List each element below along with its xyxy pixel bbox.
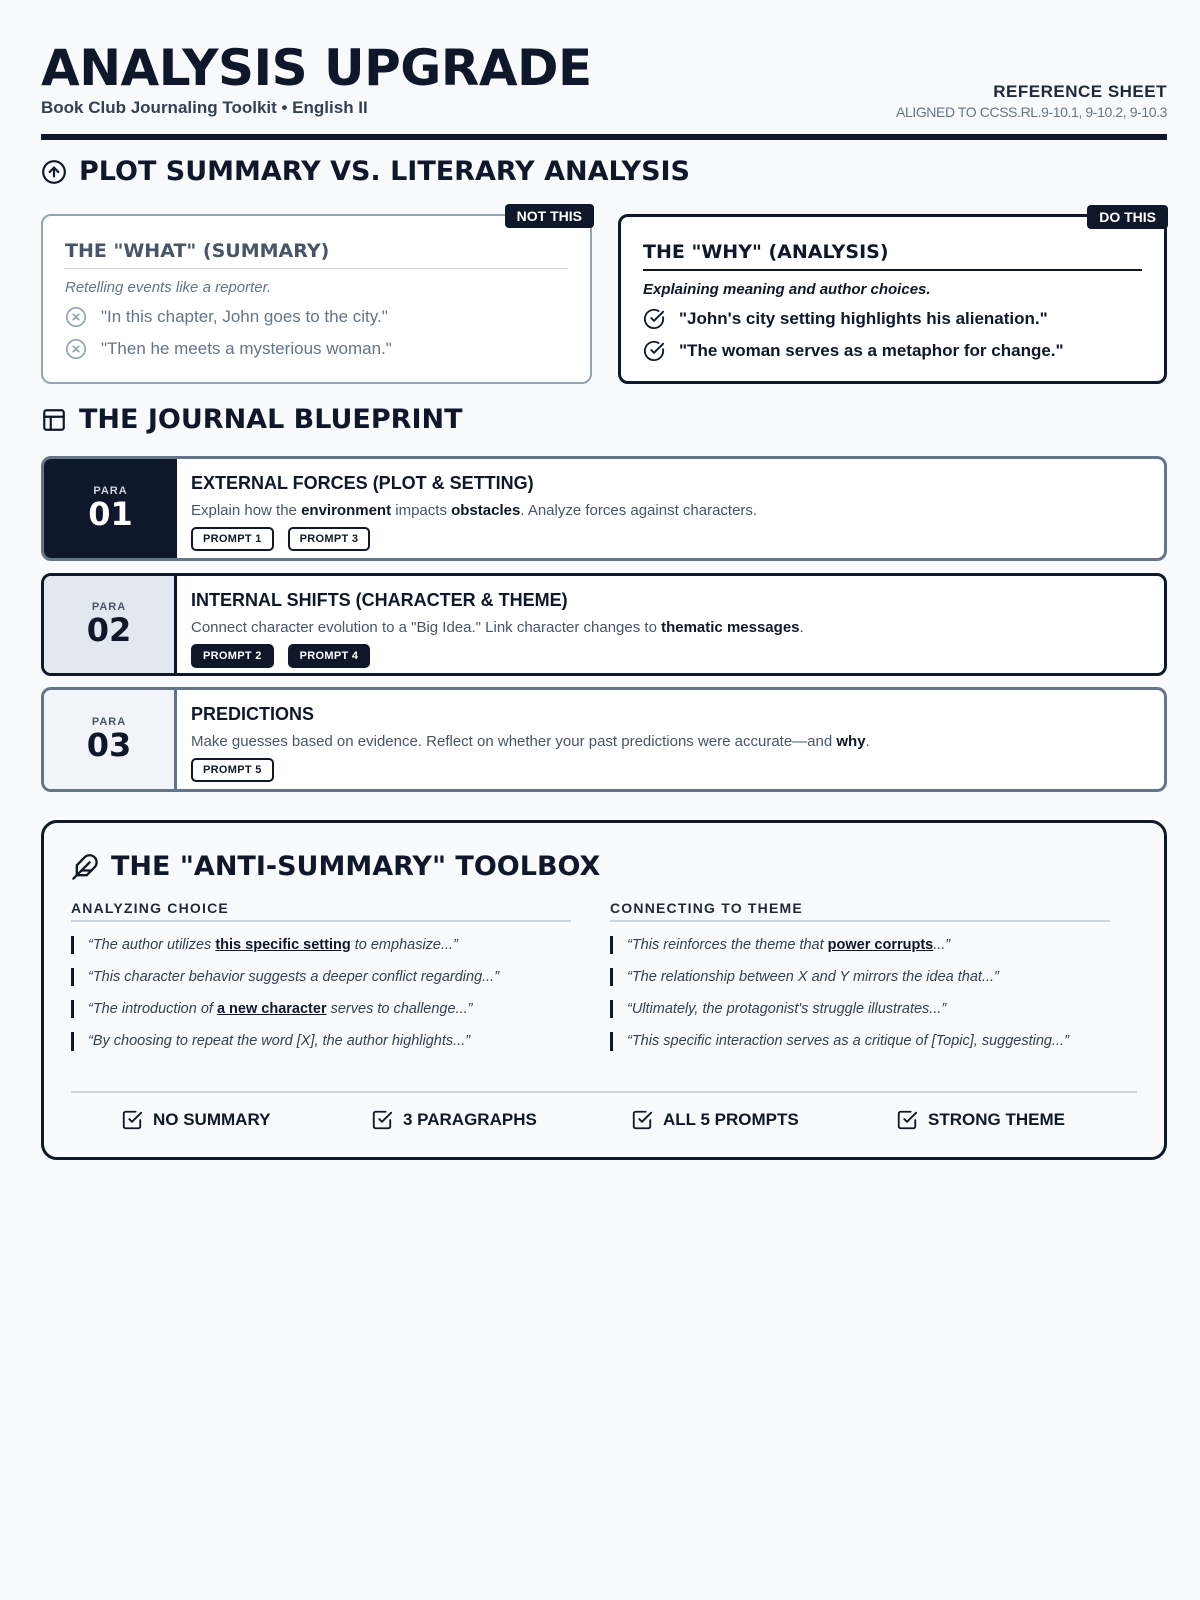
prompt-tag: PROMPT 4 [288,644,371,668]
blueprint-heading-text: THE JOURNAL BLUEPRINT [79,404,463,435]
sentence-stem: “This reinforces the theme that power corrupts...” [610,936,1110,954]
para-number-block [44,576,177,673]
analysis-example [643,308,1142,330]
prompt-tag: PROMPT 2 [191,644,274,668]
sentence-stem: “The author utilizes this specific setting to emphasize...” [71,936,571,954]
standards-alignment: ALIGNED TO CCSS.RL.9-10.1, 9-10.2, 9-10.3 [896,104,1167,120]
para-title: PREDICTIONS [191,704,315,724]
summary-example-text: "In this chapter, John goes to the city." [101,307,388,326]
blueprint-row-2 [41,573,1167,676]
prompt-tags [191,644,1150,668]
para-number: 03 [86,725,132,764]
final-checklist [71,1091,1137,1145]
summary-card [41,208,592,384]
para-description: Explain how the environment impacts obstacles. Analyze forces against characters. [191,502,758,519]
para-body [177,576,1164,673]
arrow-up-circle-icon [41,159,67,185]
page-header [41,38,1167,140]
comparison-heading [41,156,690,187]
sentence-stem: “Ultimately, the protagonist's struggle illustrates...” [610,1000,1110,1018]
para-label: PARA [91,715,127,728]
checkbox-icon [631,1109,653,1131]
blueprint-heading [41,404,463,435]
checklist-item [631,1109,799,1131]
reference-label: REFERENCE SHEET [993,82,1167,101]
para-number: 01 [88,494,133,533]
checkbox-icon [121,1109,143,1131]
page-title: ANALYSIS UPGRADE [41,39,592,97]
para-description: Connect character evolution to a "Big Idea." Link character changes to thematic messages. [191,619,804,636]
prompt-tags [191,758,1150,782]
para-number-block [44,459,177,558]
x-circle-icon [65,306,87,328]
prompt-tag: PROMPT 3 [288,527,371,551]
para-body [177,690,1164,789]
not-this-badge: NOT THIS [505,204,594,228]
column-title: CONNECTING TO THEME [610,900,1110,922]
para-description: Make guesses based on evidence. Reflect on whether your past predictions were accurate—and why. [191,733,870,750]
checklist-item [896,1109,1065,1131]
layout-icon [41,407,67,433]
blueprint-row-1 [41,456,1167,561]
toolbox-columns [71,900,1137,1080]
checklist-label: STRONG THEME [928,1110,1065,1129]
checklist-label: NO SUMMARY [153,1110,271,1129]
feather-icon [71,853,99,881]
para-number: 02 [86,610,132,649]
sentence-stem: “This character behavior suggests a deeper conflict regarding...” [71,968,571,986]
prompt-tags [191,527,1150,551]
analysis-subtitle: Explaining meaning and author choices. [643,281,931,298]
page-subtitle: Book Club Journaling Toolkit • English II [41,98,368,117]
summary-subtitle: Retelling events like a reporter. [65,279,272,296]
checkbox-icon [896,1109,918,1131]
sentence-stem: “By choosing to repeat the word [X], the author highlights...” [71,1032,571,1050]
summary-example-text: "Then he meets a mysterious woman." [101,339,392,358]
prompt-tag: PROMPT 1 [191,527,274,551]
summary-example [65,306,568,328]
para-label: PARA [93,484,128,497]
checklist-item [371,1109,537,1131]
summary-example [65,338,568,360]
comparison-heading-text: PLOT SUMMARY VS. LITERARY ANALYSIS [79,156,691,187]
sentence-stem: “The introduction of a new character serves to challenge...” [71,1000,571,1018]
checklist-label: ALL 5 PROMPTS [663,1110,799,1129]
reference-sheet [41,38,1167,1129]
para-title: INTERNAL SHIFTS (CHARACTER & THEME) [191,590,568,610]
analyzing-choice-column [71,900,571,1051]
para-number-block [44,690,177,789]
para-body [177,459,1164,558]
analysis-card [618,209,1167,384]
toolbox-heading [71,851,1137,882]
analysis-example [643,340,1142,362]
para-title: EXTERNAL FORCES (PLOT & SETTING) [191,473,534,493]
check-circle-icon [643,308,665,330]
summary-title: THE "WHAT" (SUMMARY) [65,240,568,269]
sentence-stem: “The relationship between X and Y mirrors the idea that...” [610,968,1110,986]
checklist-label: 3 PARAGRAPHS [403,1110,537,1129]
anti-summary-toolbox [41,820,1167,1160]
column-title: ANALYZING CHOICE [71,900,571,922]
do-this-badge: DO THIS [1087,205,1168,229]
toolbox-heading-text: THE "ANTI-SUMMARY" TOOLBOX [111,851,601,882]
x-circle-icon [65,338,87,360]
para-label: PARA [91,600,127,613]
checkbox-icon [371,1109,393,1131]
checklist-item [121,1109,270,1131]
blueprint-row-3 [41,687,1167,792]
check-circle-icon [643,340,665,362]
analysis-example-text: "The woman serves as a metaphor for change." [679,341,1064,360]
prompt-tag: PROMPT 5 [191,758,274,782]
sentence-stem: “This specific interaction serves as a critique of [Topic], suggesting...” [610,1032,1110,1050]
connecting-theme-column [610,900,1110,1051]
analysis-example-text: "John's city setting highlights his alienation." [679,309,1048,328]
analysis-title: THE "WHY" (ANALYSIS) [643,241,1142,271]
